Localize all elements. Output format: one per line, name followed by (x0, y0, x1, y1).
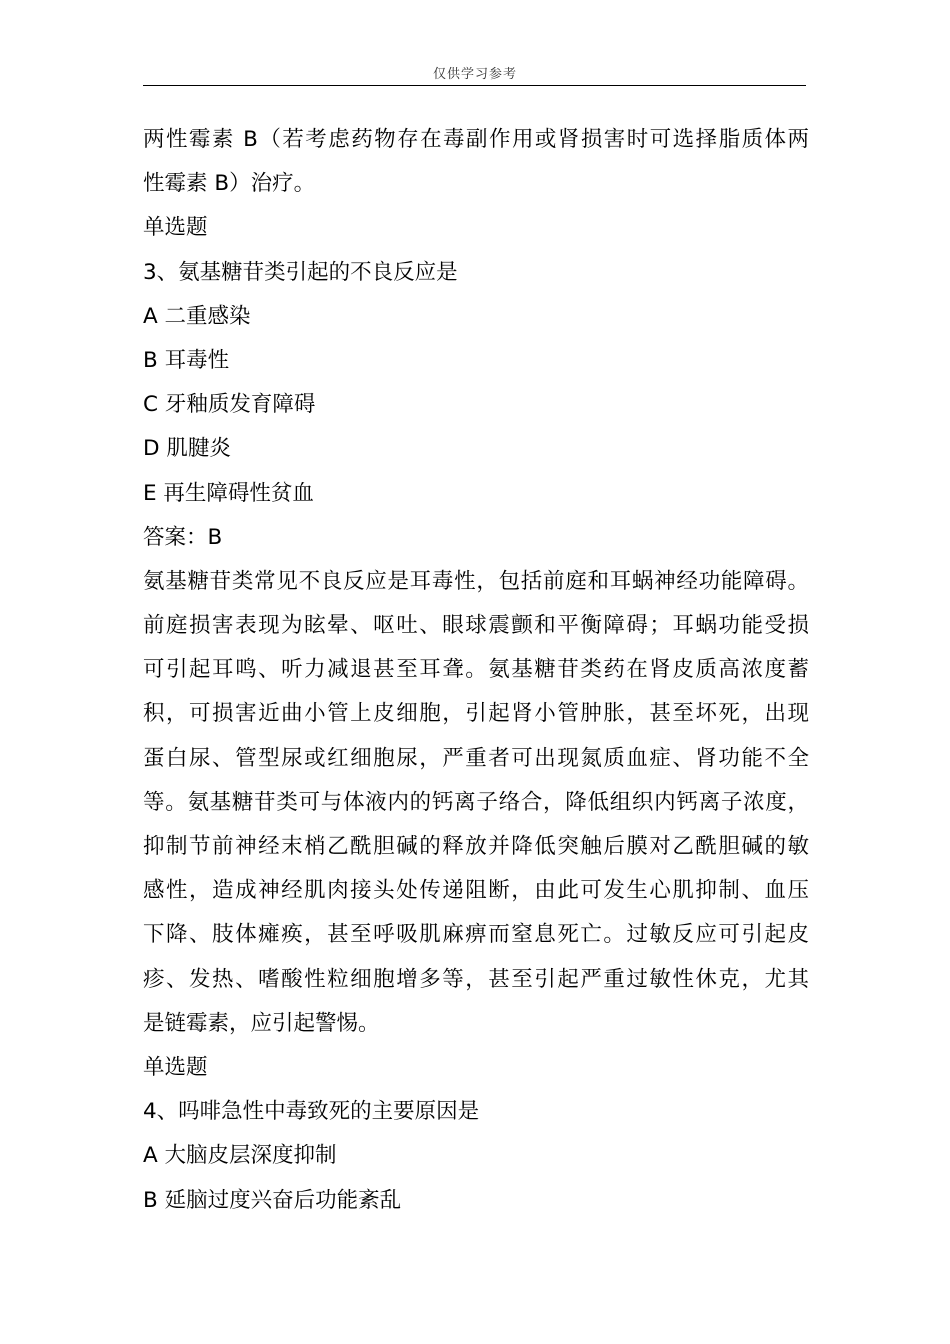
text-line-continued-answer: 两性霉素 B（若考虑药物存在毒副作用或肾损害时可选择脂质体两 (143, 127, 809, 152)
page-header-text: 仅供学习参考 (432, 67, 517, 82)
question-4-option-a: A 大脑皮层深度抑制 (143, 1143, 337, 1169)
explanation-line: 等。氨基糖苷类可与体液内的钙离子络合，降低组织内钙离子浓度， (143, 789, 809, 815)
explanation-line: 积，可损害近曲小管上皮细胞，引起肾小管肿胀，甚至坏死，出现 (143, 701, 809, 727)
question-3-answer: 答案：B (143, 524, 223, 550)
question-3-option-c: C 牙釉质发育障碍 (143, 392, 316, 418)
explanation-line: 抑制节前神经末梢乙酰胆碱的释放并降低突触后膜对乙酰胆碱的敏 (143, 834, 809, 859)
explanation-line: 下降、肢体瘫痪，甚至呼吸肌麻痹而窒息死亡。过敏反应可引起皮 (143, 922, 809, 948)
question-3-stem: 3、氨基糖苷类引起的不良反应是 (143, 259, 458, 285)
question-type-label: 单选题 (143, 215, 208, 241)
explanation-line: 蛋白尿、管型尿或红细胞尿，严重者可出现氮质血症、肾功能不全 (143, 745, 809, 771)
explanation-line: 感性，造成神经肌肉接头处传递阻断，由此可发生心肌抑制、血压 (143, 878, 809, 904)
explanation-line: 氨基糖苷类常见不良反应是耳毒性，包括前庭和耳蜗神经功能障碍。 (143, 568, 809, 594)
question-3-option-d: D 肌腱炎 (143, 436, 231, 462)
question-3-option-b: B 耳毒性 (143, 347, 230, 373)
explanation-line: 疹、发热、嗜酸性粒细胞增多等，甚至引起严重过敏性休克，尤其 (143, 966, 809, 992)
question-type-label: 单选题 (143, 1054, 208, 1080)
explanation-line: 前庭损害表现为眩晕、呕吐、眼球震颤和平衡障碍；耳蜗功能受损 (143, 613, 809, 639)
text-line-continued-answer-end: 性霉素 B）治疗。 (143, 171, 316, 197)
question-3-option-e: E 再生障碍性贫血 (143, 480, 314, 506)
document-body (143, 118, 809, 1223)
explanation-line-end: 是链霉素，应引起警惕。 (143, 1010, 380, 1036)
question-4-option-b: B 延脑过度兴奋后功能紊乱 (143, 1187, 402, 1213)
question-4-stem: 4、吗啡急性中毒致死的主要原因是 (143, 1099, 480, 1125)
header-divider (143, 85, 806, 86)
question-3-option-a: A 二重感染 (143, 303, 251, 329)
explanation-line: 可引起耳鸣、听力减退甚至耳聋。氨基糖苷类药在肾皮质高浓度蓄 (143, 657, 809, 683)
